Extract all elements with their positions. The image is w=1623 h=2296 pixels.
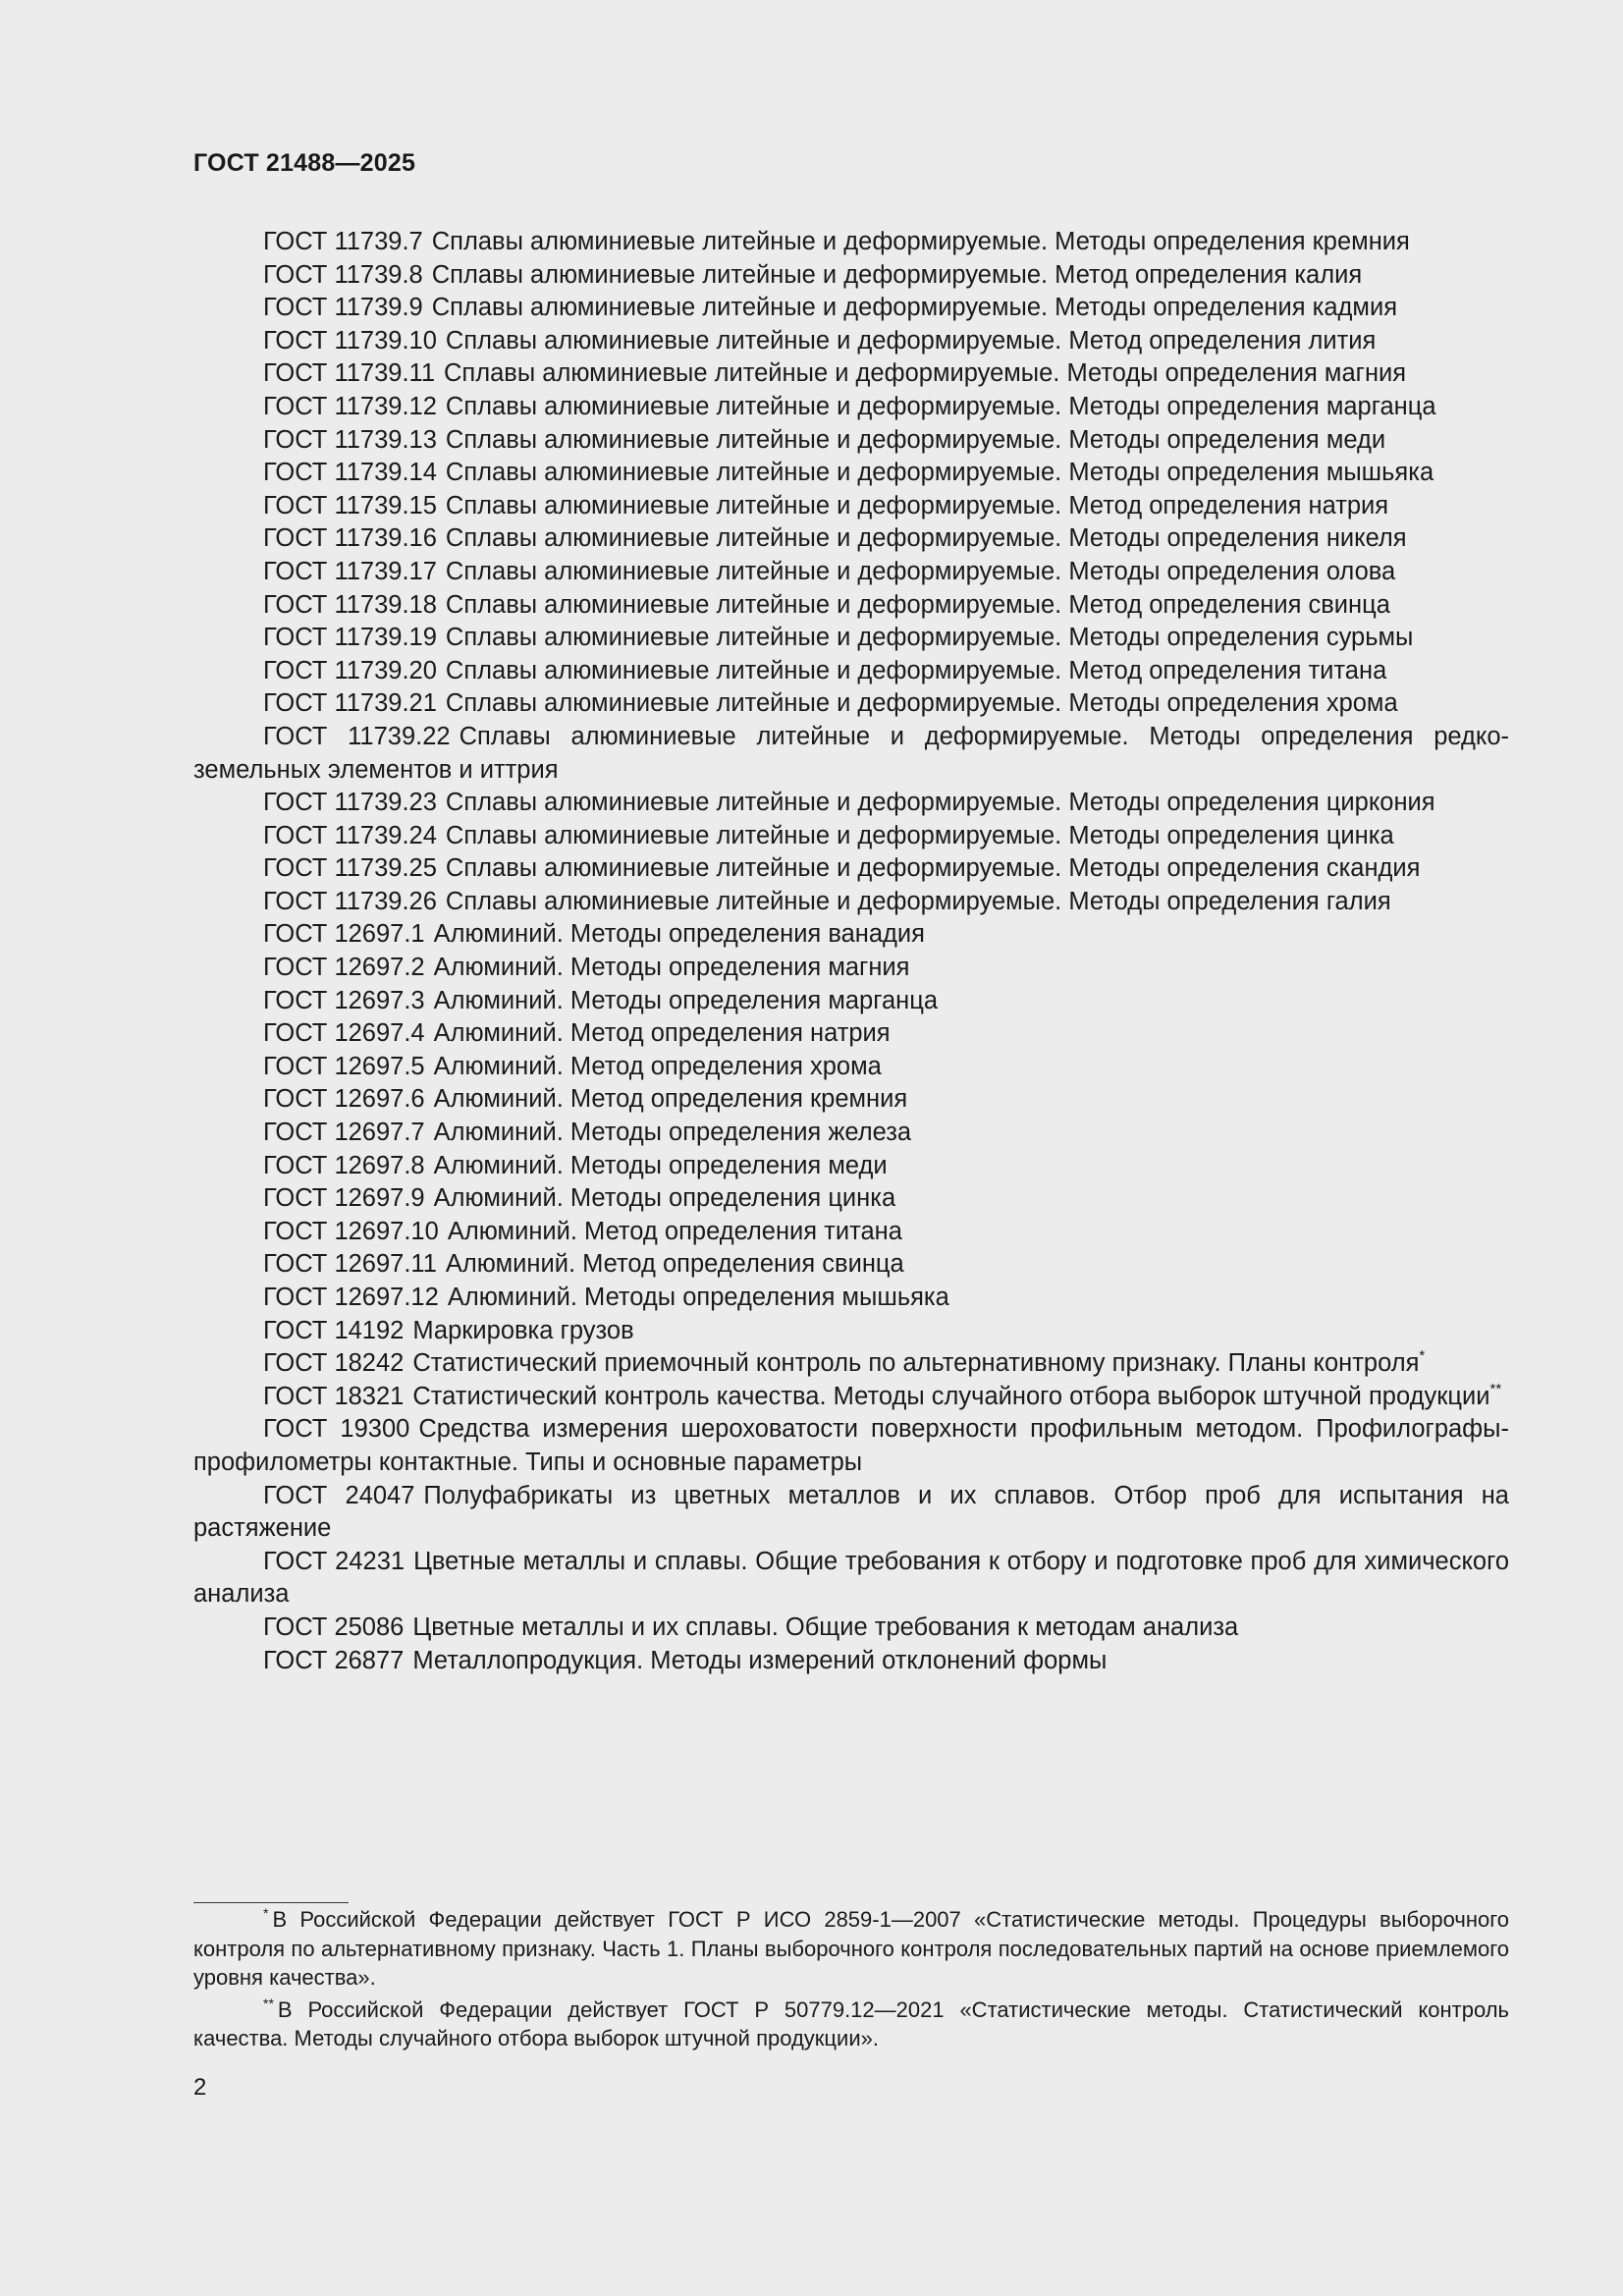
- reference-code: ГОСТ 11739.24: [263, 821, 437, 849]
- reference-code: ГОСТ 11739.23: [263, 789, 437, 817]
- reference-title: Сплавы алюминиевые литейные и деформируемые. Метод определения свинца: [445, 590, 1390, 619]
- reference-item: [193, 424, 1509, 458]
- reference-title: Алюминий. Методы определения железа: [433, 1119, 912, 1147]
- reference-item: [193, 357, 1509, 391]
- reference-item: [193, 687, 1509, 721]
- reference-code: ГОСТ 12697.11: [263, 1250, 437, 1279]
- reference-code: ГОСТ 11739.9: [263, 294, 423, 322]
- reference-code: ГОСТ 11739.16: [263, 524, 437, 553]
- reference-title: Сплавы алюминиевые литейные и деформируемые. Методы определения мышьяка: [445, 459, 1434, 487]
- reference-item: [193, 1413, 1509, 1479]
- reference-title: Сплавы алюминиевые литейные и деформируемые. Методы определения магния: [444, 359, 1407, 388]
- reference-title: Сплавы алюминиевые литейные и деформируемые. Метод определения титана: [445, 656, 1387, 684]
- footnote-mark: *: [1419, 1347, 1426, 1365]
- reference-code: ГОСТ 12697.2: [263, 954, 425, 982]
- reference-title: Средства измерения шероховатости поверхности профильным методом. Профилографы-профилометры контактные. Типы и основные параметры: [193, 1415, 1509, 1476]
- reference-title: Алюминий. Методы определения магния: [433, 954, 910, 982]
- reference-code: ГОСТ 14192: [263, 1316, 405, 1344]
- reference-code: ГОСТ 11739.10: [263, 326, 437, 355]
- page-number: 2: [193, 2074, 207, 2101]
- reference-code: ГОСТ 12697.7: [263, 1119, 425, 1147]
- document-header: ГОСТ 21488—2025: [193, 149, 416, 177]
- reference-item: [193, 787, 1509, 820]
- reference-code: ГОСТ 11739.14: [263, 459, 437, 487]
- footnote-mark: **: [1489, 1380, 1502, 1397]
- reference-item: [193, 259, 1509, 293]
- reference-title: Цветные металлы и их сплавы. Общие требования к методам анализа: [412, 1613, 1239, 1641]
- reference-item: [193, 1051, 1509, 1084]
- reference-code: ГОСТ 24231: [263, 1547, 406, 1575]
- reference-code: ГОСТ 11739.18: [263, 590, 437, 619]
- reference-title: Алюминий. Методы определения ванадия: [433, 920, 925, 949]
- reference-code: ГОСТ 12697.4: [263, 1019, 425, 1048]
- reference-code: ГОСТ 11739.11: [263, 359, 436, 388]
- reference-title: Алюминий. Метод определения титана: [447, 1217, 902, 1245]
- reference-item: [193, 325, 1509, 358]
- reference-title: Сплавы алюминиевые литейные и деформируемые. Методы определения циркония: [445, 789, 1435, 817]
- reference-title: Алюминий. Методы определения марганца: [433, 986, 939, 1014]
- reference-item: [193, 721, 1509, 787]
- reference-title: Маркировка грузов: [412, 1316, 634, 1344]
- reference-code: ГОСТ 26877: [263, 1646, 405, 1674]
- reference-title: Алюминий. Методы определения меди: [433, 1151, 888, 1179]
- reference-title: Алюминий. Метод определения хрома: [433, 1052, 882, 1080]
- reference-code: ГОСТ 12697.6: [263, 1085, 425, 1114]
- footnote-mark: *: [263, 1905, 269, 1921]
- reference-item: [193, 886, 1509, 919]
- reference-title: Статистический приемочный контроль по альтернативному признаку. Планы контроля: [412, 1349, 1420, 1378]
- reference-title: Сплавы алюминиевые литейные и деформируемые. Методы определения олова: [445, 557, 1396, 585]
- reference-title: Полуфабрикаты из цветных металлов и их сплавов. Отбор проб для испытания на растяжение: [193, 1481, 1509, 1543]
- reference-title: Сплавы алюминиевые литейные и деформируемые. Методы определения никеля: [445, 524, 1407, 553]
- reference-item: [193, 589, 1509, 623]
- footnote-separator: [193, 1902, 349, 1903]
- footnote-text: В Российской Федерации действует ГОСТ Р 50779.12—2021 «Статистические методы. Статистический контроль качества. Методы случайного отбора выборок штучной продукции».: [193, 1996, 1509, 2050]
- reference-code: ГОСТ 11739.13: [263, 425, 437, 454]
- reference-title: Алюминий. Метод определения натрия: [433, 1019, 891, 1048]
- reference-code: ГОСТ 18242: [263, 1349, 405, 1378]
- reference-item: [193, 1315, 1509, 1348]
- footnotes: [193, 1905, 1509, 2056]
- reference-title: Алюминий. Метод определения свинца: [445, 1250, 904, 1279]
- reference-item: [193, 226, 1509, 259]
- reference-code: ГОСТ 12697.3: [263, 986, 425, 1014]
- reference-title: Сплавы алюминиевые литейные и деформируемые. Методы определения хрома: [445, 689, 1398, 718]
- reference-item: [193, 1612, 1509, 1645]
- reference-item: [193, 918, 1509, 952]
- reference-title: Сплавы алюминиевые литейные и деформируемые. Методы определения марганца: [445, 392, 1436, 420]
- reference-item: [193, 1117, 1509, 1150]
- reference-title: Сплавы алюминиевые литейные и деформируемые. Методы определения скандия: [445, 854, 1421, 883]
- reference-item: [193, 391, 1509, 424]
- reference-item: [193, 1282, 1509, 1315]
- reference-code: ГОСТ 12697.9: [263, 1184, 425, 1213]
- reference-title: Статистический контроль качества. Методы случайного отбора выборок штучной продукции: [412, 1382, 1490, 1410]
- normative-references-list: [193, 226, 1509, 1677]
- reference-code: ГОСТ 11739.22: [263, 722, 451, 750]
- reference-item: [193, 490, 1509, 523]
- reference-title: Сплавы алюминиевые литейные и деформируемые. Метод определения лития: [445, 326, 1377, 355]
- reference-item: [193, 820, 1509, 853]
- reference-item: [193, 655, 1509, 688]
- footnote-mark: **: [263, 1995, 274, 2011]
- reference-title: Сплавы алюминиевые литейные и деформируемые. Методы определения цинка: [445, 821, 1394, 849]
- reference-code: ГОСТ 11739.25: [263, 854, 437, 883]
- reference-code: ГОСТ 12697.10: [263, 1217, 439, 1245]
- reference-code: ГОСТ 11739.15: [263, 491, 437, 519]
- reference-item: [193, 622, 1509, 655]
- reference-item: [193, 522, 1509, 556]
- reference-title: Алюминий. Методы определения мышьяка: [447, 1284, 949, 1311]
- reference-code: ГОСТ 11739.19: [263, 624, 437, 652]
- reference-title: Алюминий. Метод определения кремния: [433, 1085, 908, 1114]
- reference-item: [193, 1248, 1509, 1282]
- reference-code: ГОСТ 12697.8: [263, 1151, 425, 1179]
- reference-item: [193, 1083, 1509, 1117]
- reference-code: ГОСТ 24047: [263, 1481, 415, 1509]
- reference-title: Сплавы алюминиевые литейные и деформируемые. Методы определения меди: [445, 425, 1386, 454]
- reference-title: Сплавы алюминиевые литейные и деформируемые. Методы определения галия: [445, 887, 1391, 915]
- reference-item: [193, 1216, 1509, 1249]
- reference-title: Сплавы алюминиевые литейные и деформируемые. Методы определения редкоземельных элементов и иттрия: [193, 722, 1509, 784]
- reference-item: [193, 1381, 1509, 1414]
- reference-item: [193, 556, 1509, 589]
- reference-code: ГОСТ 12697.1: [263, 920, 425, 949]
- reference-title: Цветные металлы и сплавы. Общие требования к отбору и подготовке проб для химического анализа: [193, 1547, 1509, 1609]
- reference-code: ГОСТ 12697.5: [263, 1052, 425, 1080]
- reference-code: ГОСТ 12697.12: [263, 1284, 439, 1311]
- reference-title: Сплавы алюминиевые литейные и деформируемые. Методы определения кремния: [431, 228, 1410, 255]
- reference-item: [193, 292, 1509, 325]
- reference-code: ГОСТ 11739.17: [263, 557, 437, 585]
- reference-item: [193, 1017, 1509, 1051]
- reference-code: ГОСТ 11739.26: [263, 887, 437, 915]
- reference-item: [193, 952, 1509, 985]
- reference-item: [193, 1150, 1509, 1183]
- reference-code: ГОСТ 11739.20: [263, 656, 437, 684]
- reference-item: [193, 1182, 1509, 1216]
- reference-code: ГОСТ 11739.21: [263, 689, 437, 718]
- reference-title: Металлопродукция. Методы измерений отклонений формы: [412, 1646, 1108, 1674]
- reference-code: ГОСТ 25086: [263, 1613, 405, 1641]
- reference-title: Сплавы алюминиевые литейные и деформируемые. Методы определения кадмия: [431, 294, 1398, 322]
- footnote-item: [193, 1995, 1509, 2053]
- reference-item: [193, 1480, 1509, 1546]
- reference-title: Сплавы алюминиевые литейные и деформируемые. Метод определения калия: [431, 260, 1363, 289]
- reference-item: [193, 1546, 1509, 1612]
- reference-code: ГОСТ 19300: [263, 1415, 410, 1444]
- reference-item: [193, 852, 1509, 886]
- reference-title: Сплавы алюминиевые литейные и деформируемые. Метод определения натрия: [445, 491, 1389, 519]
- footnote-text: В Российской Федерации действует ГОСТ Р ИСО 2859-1—2007 «Статистические методы. Процедуры выборочного контроля по альтернативному признаку. Часть 1. Планы выборочного контроля последовательных партий на основе приемлемого уровня качества».: [193, 1907, 1509, 1990]
- reference-item: [193, 985, 1509, 1018]
- footnote-item: [193, 1905, 1509, 1993]
- reference-title: Алюминий. Методы определения цинка: [433, 1184, 896, 1213]
- reference-code: ГОСТ 11739.8: [263, 260, 423, 289]
- reference-code: ГОСТ 18321: [263, 1382, 405, 1410]
- reference-code: ГОСТ 11739.7: [263, 228, 423, 255]
- reference-item: [193, 1347, 1509, 1381]
- reference-item: [193, 457, 1509, 490]
- reference-code: ГОСТ 11739.12: [263, 392, 437, 420]
- reference-title: Сплавы алюминиевые литейные и деформируемые. Методы определения сурьмы: [445, 624, 1414, 652]
- reference-item: [193, 1645, 1509, 1678]
